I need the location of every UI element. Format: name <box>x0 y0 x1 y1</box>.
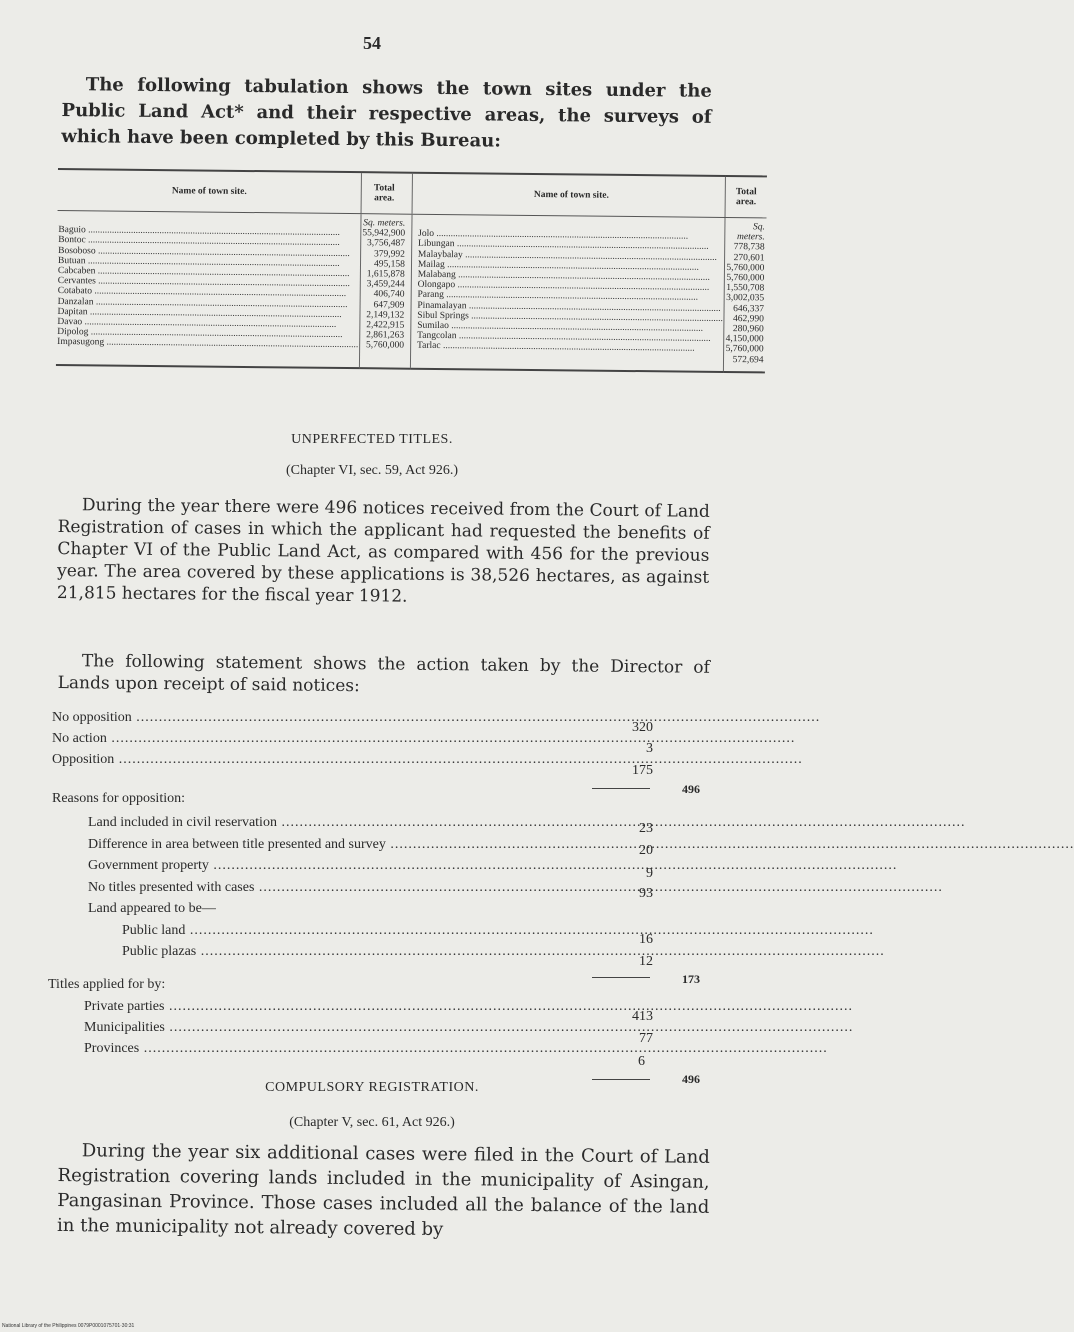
town-name: Malabang ..... <box>418 270 724 283</box>
town-area: 3,459,244 <box>366 279 405 290</box>
sum-rule <box>592 788 650 789</box>
town-name: Cervantes ..... <box>58 276 359 289</box>
statement-value: 320 <box>632 720 653 735</box>
town-name: Butuan ..... <box>58 256 359 269</box>
town-name: Davao ..... <box>57 317 358 330</box>
statement-label: Difference in area between title presented and survey ..... <box>88 837 563 853</box>
intro-paragraph <box>61 72 712 157</box>
town-name: Baguio ..... <box>58 225 359 238</box>
statement-label: No opposition ..... <box>52 710 592 726</box>
statement-line <box>52 731 592 747</box>
town-name: Danzalan ..... <box>58 297 359 310</box>
town-name: Dapitan ..... <box>57 307 358 320</box>
town-area: 270,601 <box>733 252 765 264</box>
section-subheading-compulsory: (Chapter V, sec. 61, Act 926.) <box>289 1115 455 1130</box>
town-area: 1,615,878 <box>366 269 405 280</box>
unperfected-paragraph <box>57 494 710 611</box>
archive-footer: National Library of the Philippines 0079P0001075701·30:31 <box>2 1323 135 1329</box>
statement-value: 175 <box>632 763 653 778</box>
town-area: 55,942,900 <box>362 228 406 239</box>
compulsory-text: During the year six additional cases were filed in the Court of Land Registration covering lands included in the municipality of Asingan, Pangasinan Province. Those cases included all the balance of the land in the municipality not already covered by <box>56 1140 710 1241</box>
town-area: 5,760,000 <box>726 262 765 274</box>
left-names-column <box>56 210 361 368</box>
statement-line <box>84 999 589 1015</box>
statement-label: Government property ..... <box>88 858 593 874</box>
town-area: 2,149,132 <box>366 310 405 321</box>
town-area: 3,002,035 <box>726 293 765 304</box>
statement-label: Provinces ..... <box>84 1041 589 1057</box>
town-area: 2,422,915 <box>366 320 405 331</box>
statement-total: 496 <box>682 1072 700 1086</box>
town-name: Bontoc ..... <box>58 235 359 248</box>
town-name: Malaybalay ..... <box>418 249 724 262</box>
page-number: 54 <box>363 33 381 53</box>
town-area: 4,150,000 <box>725 334 764 345</box>
compulsory-paragraph <box>57 1138 710 1245</box>
right-names-column <box>410 214 725 372</box>
statement-total: 173 <box>682 972 700 986</box>
town-area: 379,992 <box>374 248 406 260</box>
header-area-left: Total area. <box>361 172 412 214</box>
town-area: 572,694 <box>732 354 764 366</box>
intro-text: The following tabulation shows the town sites under the Public Land Act* and their respective areas, the surveys of which have been completed by this Bureau: <box>61 74 712 152</box>
appeared-label: Land appeared to be— <box>88 901 216 916</box>
unperfected-text: During the year there were 496 notices received from the Court of Land Registration of cases in which the applicant had requested the benefits of Chapter VI of the Public Land Act, as compared with 456 for the previous year. The area covered by these applications is 38,526 hectares, as against 21,815 hectares for the fiscal year 1912. <box>56 495 710 607</box>
town-name: Pinamalayan ..... <box>417 300 723 313</box>
town-area: 3,756,487 <box>367 238 406 250</box>
titles-label: Titles applied for by: <box>48 977 166 992</box>
statement-value: 12 <box>639 954 653 969</box>
town-name: Cabcaben ..... <box>58 266 359 279</box>
statement-label: Municipalities ..... <box>84 1020 589 1036</box>
statement-value: 9 <box>646 866 653 881</box>
town-name: Olongapo ..... <box>418 280 724 293</box>
town-area: 5,760,000 <box>725 344 764 355</box>
statement-line <box>88 837 563 853</box>
town-name: Tarlac ..... <box>417 341 723 354</box>
town-area: 1,550,708 <box>726 283 765 294</box>
statement-value: 3 <box>646 741 653 756</box>
statement-total: 496 <box>682 782 700 796</box>
town-name: Parang ..... <box>417 290 723 303</box>
section-subheading-unperfected: (Chapter VI, sec. 59, Act 926.) <box>286 463 458 478</box>
statement-label: Private parties ..... <box>84 999 589 1015</box>
statement-line <box>84 1020 589 1036</box>
sum-rule <box>592 977 650 978</box>
statement-label: Land included in civil reservation ..... <box>88 815 593 831</box>
town-name: Sumilao ..... <box>417 321 723 334</box>
section-heading-compulsory: COMPULSORY REGISTRATION. <box>265 1080 479 1095</box>
statement-value: 16 <box>639 932 653 947</box>
town-area: 406,740 <box>373 289 405 301</box>
statement-line <box>88 880 350 896</box>
statement-line <box>88 815 593 831</box>
statement-label: No action ..... <box>52 731 592 747</box>
statement-value: 413 <box>632 1009 653 1024</box>
statement-line <box>88 858 593 874</box>
town-area: 778,738 <box>733 242 765 253</box>
town-name: Dipolog ..... <box>57 327 358 340</box>
town-name: Sibul Springs ..... <box>417 311 723 324</box>
town-name: Tangcolan ..... <box>417 331 723 344</box>
town-name: Cotabato ..... <box>58 286 359 299</box>
section-heading-unperfected: UNPERFECTED TITLES. <box>291 432 453 447</box>
town-sites-table <box>56 168 765 373</box>
unit-label: Sq. meters. <box>363 218 406 229</box>
statement-intro-text: The following statement shows the action taken by the Director of Lands upon receipt of said notices: <box>57 651 710 697</box>
town-area: 646,337 <box>733 303 765 315</box>
town-area: 462,990 <box>732 313 764 325</box>
statement-line <box>52 710 592 726</box>
town-area: 280,960 <box>732 324 764 335</box>
statement-value: 93 <box>639 886 653 901</box>
town-area: 2,861,263 <box>366 330 405 341</box>
statement-value: 6 <box>638 1054 645 1069</box>
statement-line <box>122 944 592 960</box>
town-area: 647,909 <box>373 299 405 311</box>
town-area: 5,760,000 <box>726 273 765 284</box>
town-name: Mailag ..... <box>418 260 724 273</box>
statement-intro-paragraph <box>58 650 710 701</box>
town-area: 495,158 <box>373 259 405 270</box>
town-area: 5,760,000 <box>365 340 405 352</box>
statement-line <box>122 923 592 939</box>
statement-label: Opposition ..... <box>52 752 592 768</box>
statement-label: Public plazas ..... <box>122 944 592 960</box>
right-areas-column <box>724 217 767 372</box>
town-name: Jolo ..... <box>418 229 724 242</box>
statement-line <box>52 752 592 768</box>
town-name: Libungan ..... <box>418 239 724 252</box>
left-areas-column <box>360 214 412 369</box>
reasons-label: Reasons for opposition: <box>52 791 185 806</box>
statement-label: Public land ..... <box>122 923 592 939</box>
statement-value: 20 <box>639 843 653 858</box>
unit-label: Sq. meters. <box>737 222 765 243</box>
header-name-right: Name of town site. <box>412 173 726 218</box>
town-name: Bosoboso ..... <box>58 246 359 259</box>
statement-value: 23 <box>639 821 653 836</box>
header-area-right: Total area. <box>725 176 767 218</box>
statement-value: 77 <box>639 1031 653 1046</box>
town-name: Impasugong ..... <box>57 337 358 350</box>
header-name-left: Name of town site. <box>58 169 362 214</box>
statement-label: No titles presented with cases ..... <box>88 880 350 896</box>
statement-line <box>84 1041 589 1057</box>
